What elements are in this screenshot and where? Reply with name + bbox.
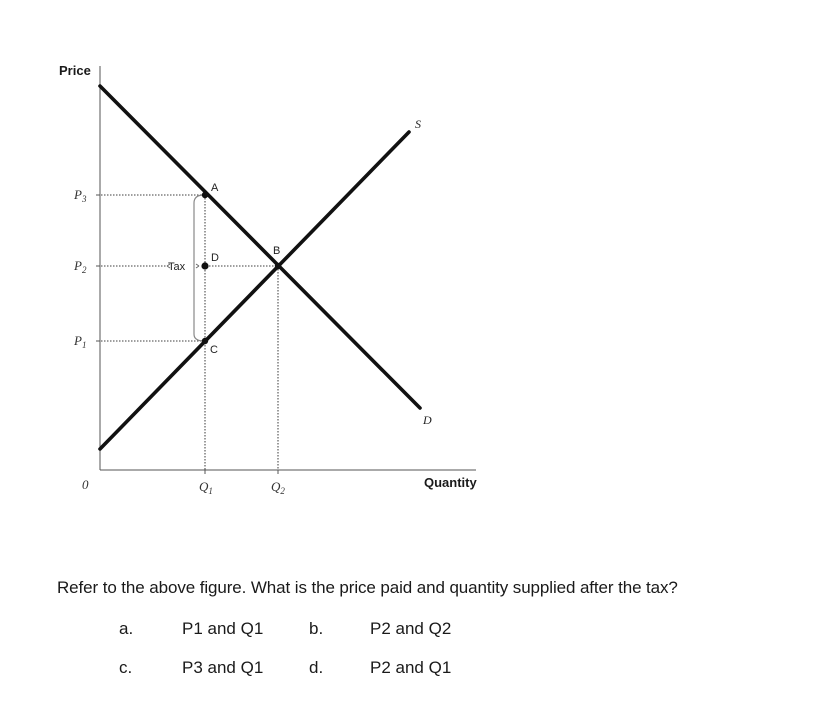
price-tick-p2: $P_2$ <box>74 258 87 275</box>
quantity-tick-q2: $Q_2$ <box>271 479 285 496</box>
option-b-text: P2 and Q2 <box>370 619 452 638</box>
question-text: Refer to the above figure. What is the price paid and quantity supplied after the tax? <box>57 578 678 597</box>
option-a-letter: a. <box>119 619 134 638</box>
tax-arrow-right <box>196 264 199 268</box>
point-c-label: C <box>210 344 218 356</box>
point-b-label: B <box>273 245 281 257</box>
y-axis-title: Price <box>59 63 91 78</box>
option-c-letter: c. <box>119 658 133 677</box>
option-c-text: P3 and Q1 <box>182 658 264 677</box>
option-d-text: P2 and Q1 <box>370 658 452 677</box>
origin-label: 0 <box>82 477 89 492</box>
supply-curve <box>100 132 409 449</box>
price-tick-p3: $P_3$ <box>74 187 87 204</box>
x-axis-title: Quantity <box>424 475 477 490</box>
point-d-marker <box>201 262 208 269</box>
option-b-letter: b. <box>309 619 324 638</box>
demand-curve <box>100 86 420 408</box>
quantity-tick-q1: $Q_1$ <box>199 479 213 496</box>
point-a-marker <box>202 192 208 198</box>
demand-curve-label: D <box>423 413 432 427</box>
supply-curve-label: S <box>415 117 421 131</box>
point-c-marker <box>202 338 208 344</box>
price-tick-p1: $P_1$ <box>74 333 87 350</box>
point-a-label: A <box>211 182 219 194</box>
tax-label: Tax <box>168 261 186 273</box>
point-d-label: D <box>211 252 219 264</box>
option-d-letter: d. <box>309 658 324 677</box>
option-a-text: P1 and Q1 <box>182 619 264 638</box>
point-b-marker <box>275 263 281 269</box>
